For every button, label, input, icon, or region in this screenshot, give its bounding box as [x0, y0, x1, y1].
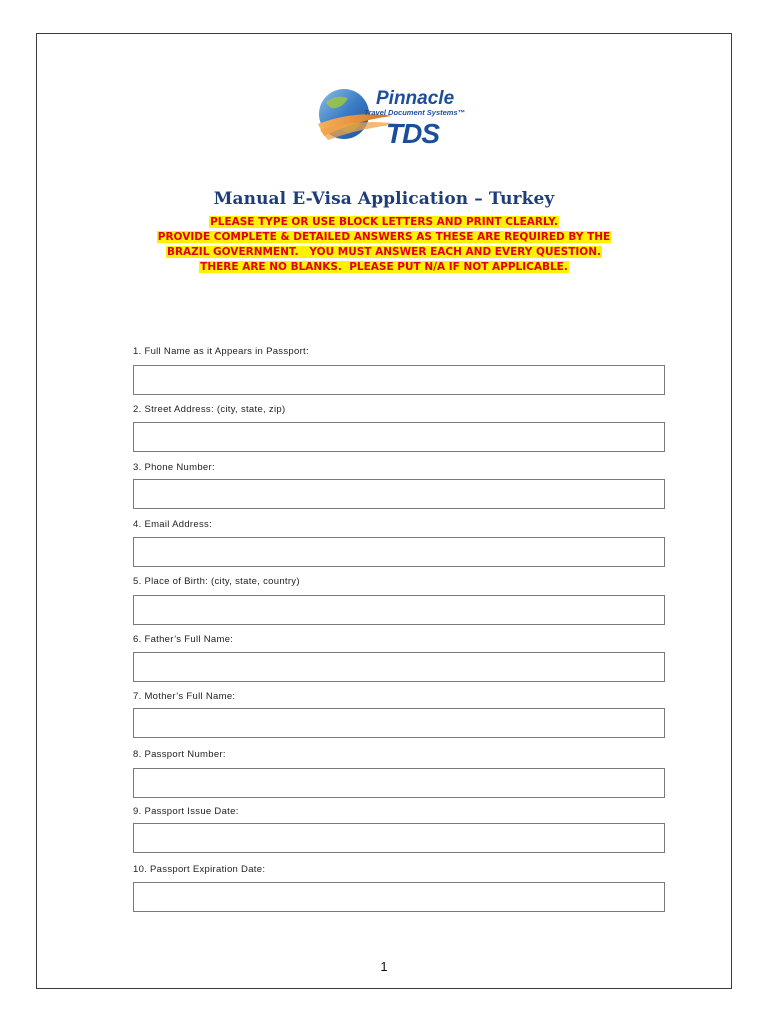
document-page [36, 33, 732, 989]
notice-line: BRAZIL GOVERNMENT. YOU MUST ANSWER EACH AND EVERY QUESTION. [166, 246, 602, 258]
passport-expiration-date-label: 10. Passport Expiration Date: [133, 864, 266, 875]
fathers-name-field[interactable] [133, 652, 665, 682]
email-address-label: 4. Email Address: [133, 519, 213, 530]
place-of-birth-label: 5. Place of Birth: (city, state, country) [133, 576, 300, 587]
svg-text:Pinnacle: Pinnacle [376, 88, 455, 109]
notice-line: PLEASE TYPE OR USE BLOCK LETTERS AND PRINT CLEARLY. [210, 216, 558, 228]
passport-number-label: 8. Passport Number: [133, 749, 226, 760]
phone-number-label: 3. Phone Number: [133, 462, 215, 473]
email-address-field[interactable] [133, 537, 665, 567]
fathers-name-label: 6. Father’s Full Name: [133, 634, 234, 645]
place-of-birth-field[interactable] [133, 595, 665, 625]
pinnacle-tds-logo [314, 80, 474, 146]
full-name-field[interactable] [133, 365, 665, 395]
page-title: Manual E-Visa Application – Turkey [213, 189, 555, 209]
street-address-label: 2. Street Address: (city, state, zip) [133, 404, 286, 415]
passport-issue-date-field[interactable] [133, 823, 665, 853]
phone-number-field[interactable] [133, 479, 665, 509]
page-number: 1 [380, 959, 388, 974]
mothers-name-label: 7. Mother’s Full Name: [133, 691, 236, 702]
passport-number-field[interactable] [133, 768, 665, 798]
notice-line: THERE ARE NO BLANKS. PLEASE PUT N/A IF NOT APPLICABLE. [200, 261, 568, 273]
passport-expiration-date-field[interactable] [133, 882, 665, 912]
mothers-name-field[interactable] [133, 708, 665, 738]
street-address-field[interactable] [133, 422, 665, 452]
svg-text:TDS: TDS [386, 118, 439, 146]
svg-text:Travel Document Systems™: Travel Document Systems™ [364, 108, 466, 117]
full-name-label: 1. Full Name as it Appears in Passport: [133, 346, 309, 357]
globe-logo-icon [314, 80, 474, 146]
instructions-notice [37, 215, 731, 275]
notice-line: PROVIDE COMPLETE & DETAILED ANSWERS AS THESE ARE REQUIRED BY THE [157, 231, 611, 243]
passport-issue-date-label: 9. Passport Issue Date: [133, 806, 239, 817]
